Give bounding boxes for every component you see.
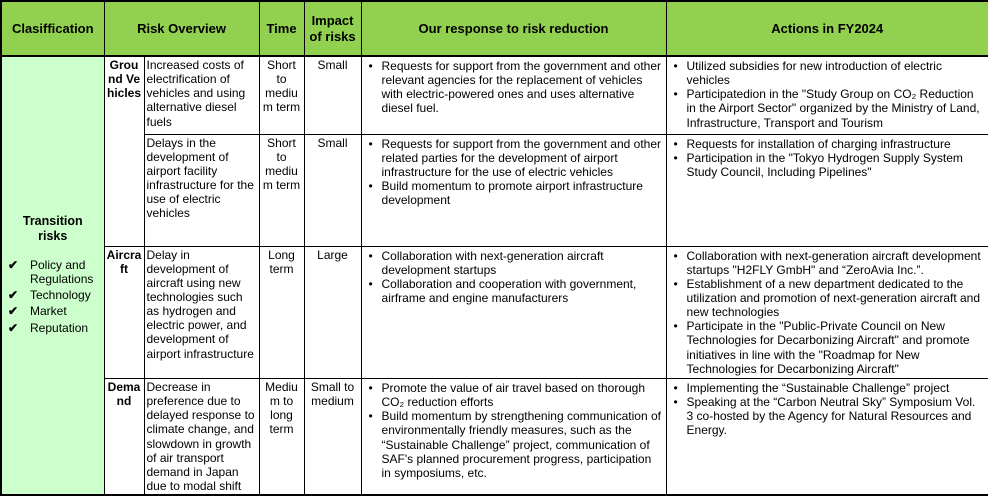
check-icon: ✔ — [8, 320, 19, 335]
table-row-demand — [1, 378, 988, 495]
actions-cell — [666, 134, 988, 246]
response-cell — [361, 56, 666, 134]
bullet-item: • Participatedion in the "Study Group on CO₂ Reduction in the Airport Sector" organized by the Ministry of Land, Infrastructure, Transport and Tourism — [668, 87, 985, 129]
check-icon: ✔ — [8, 288, 19, 303]
risk-cell: Delay in development of aircraft using new technologies such as hydrogen and electric power, and development of airport infrastructure — [144, 246, 259, 378]
actions-cell — [666, 246, 988, 378]
actions-cell — [666, 56, 988, 134]
bullet-item: • Speaking at the “Carbon Neutral Sky” Symposium Vol. 3 co-hosted by the Agency for Natural Resources and Energy. — [668, 395, 985, 437]
header-cell-risk-overview: Risk Overview — [104, 1, 259, 56]
check-item — [8, 321, 102, 335]
check-icon: ✔ — [8, 257, 19, 272]
category-cell-demand: Demand — [104, 378, 144, 495]
category-cell-ground-vehicles: Ground Vehicles — [104, 56, 144, 246]
classification-title: Transition risks — [22, 214, 83, 244]
risk-cell: Increased costs of electrification of vehicles and using alternative diesel fuels — [144, 56, 259, 134]
check-item-label: Reputation — [30, 320, 89, 335]
impact-cell: Small — [304, 134, 361, 246]
header-cell-actions: Actions in FY2024 — [666, 1, 988, 56]
check-item-label: Technology — [30, 288, 91, 303]
table-row-ground-vehicles-2 — [1, 134, 988, 246]
time-cell: Medium to long term — [259, 378, 304, 495]
bullet-item: • Collaboration with next-generation aircraft development startups "H2FLY GmbH" and “ZeroAvia Inc.”. — [668, 249, 985, 277]
category-cell-aircraft: Aircraft — [104, 246, 144, 378]
response-cell — [361, 246, 666, 378]
bullet-item: • Requests for installation of charging infrastructure — [668, 137, 985, 151]
classification-cell — [1, 56, 104, 495]
check-item — [8, 288, 102, 302]
header-cell-response: Our response to risk reduction — [361, 1, 666, 56]
header-row — [1, 1, 988, 56]
bullet-item: • Establishment of a new department dedicated to the utilization and promotion of next-generation aircraft and new technologies — [668, 277, 985, 319]
bullet-item: • Requests for support from the government and other relevant agencies for the replacement of vehicles with electric-powered ones and uses alternative diesel fuel. — [363, 59, 662, 116]
bullet-item: • Build momentum to promote airport infrastructure development — [363, 179, 662, 207]
header-cell-impact: Impact of risks — [304, 1, 361, 56]
check-item — [8, 258, 102, 286]
impact-cell: Small — [304, 56, 361, 134]
check-item-label: Market — [30, 304, 67, 319]
bullet-item: • Collaboration and cooperation with government, airframe and engine manufacturers — [363, 277, 662, 305]
bullet-item: • Implementing the “Sustainable Challenge” project — [668, 381, 985, 395]
time-cell: Short to medium term — [259, 56, 304, 134]
check-item — [8, 304, 102, 318]
risk-cell: Decrease in preference due to delayed response to climate change, and slowdown in growth of air transport demand in Japan due to modal shift — [144, 378, 259, 495]
bullet-item: • Participate in the "Public-Private Council on New Technologies for Decarbonizing Aircraft" and promote initiatives in line with the "Roadmap for New Technologies for Decarbonizing Aircraft" — [668, 319, 985, 376]
response-cell — [361, 134, 666, 246]
check-list — [4, 258, 102, 335]
check-icon: ✔ — [8, 304, 19, 319]
time-cell: Short to medium term — [259, 134, 304, 246]
bullet-item: • Participation in the "Tokyo Hydrogen Supply System Study Council, Including Pipelines" — [668, 151, 985, 179]
actions-cell — [666, 378, 988, 495]
bullet-item: • Promote the value of air travel based on thorough CO₂ reduction efforts — [363, 381, 662, 409]
header-cell-classification: Clasiffication — [1, 1, 104, 56]
bullet-item: • Requests for support from the government and other related parties for the development of airport infrastructure for the use of electric vehicles — [363, 137, 662, 179]
time-cell: Long term — [259, 246, 304, 378]
bullet-item: • Utilized subsidies for new introduction of electric vehicles — [668, 59, 985, 87]
header-cell-time: Time — [259, 1, 304, 56]
check-item-label: Policy and Regulations — [30, 257, 94, 287]
bullet-item: • Collaboration with next-generation aircraft development startups — [363, 249, 662, 277]
table-row-aircraft — [1, 246, 988, 378]
response-cell — [361, 378, 666, 495]
table-row-ground-vehicles-1 — [1, 56, 988, 134]
impact-cell: Small to medium — [304, 378, 361, 495]
bullet-item: • Build momentum by strengthening communication of environmentally friendly measures, such as the “Sustainable Challenge” project, communication of SAF's planned procurement progress, participation in symposiums, etc. — [363, 409, 662, 480]
risk-cell: Delays in the development of airport facility infrastructure for the use of electric vehicles — [144, 134, 259, 246]
impact-cell: Large — [304, 246, 361, 378]
